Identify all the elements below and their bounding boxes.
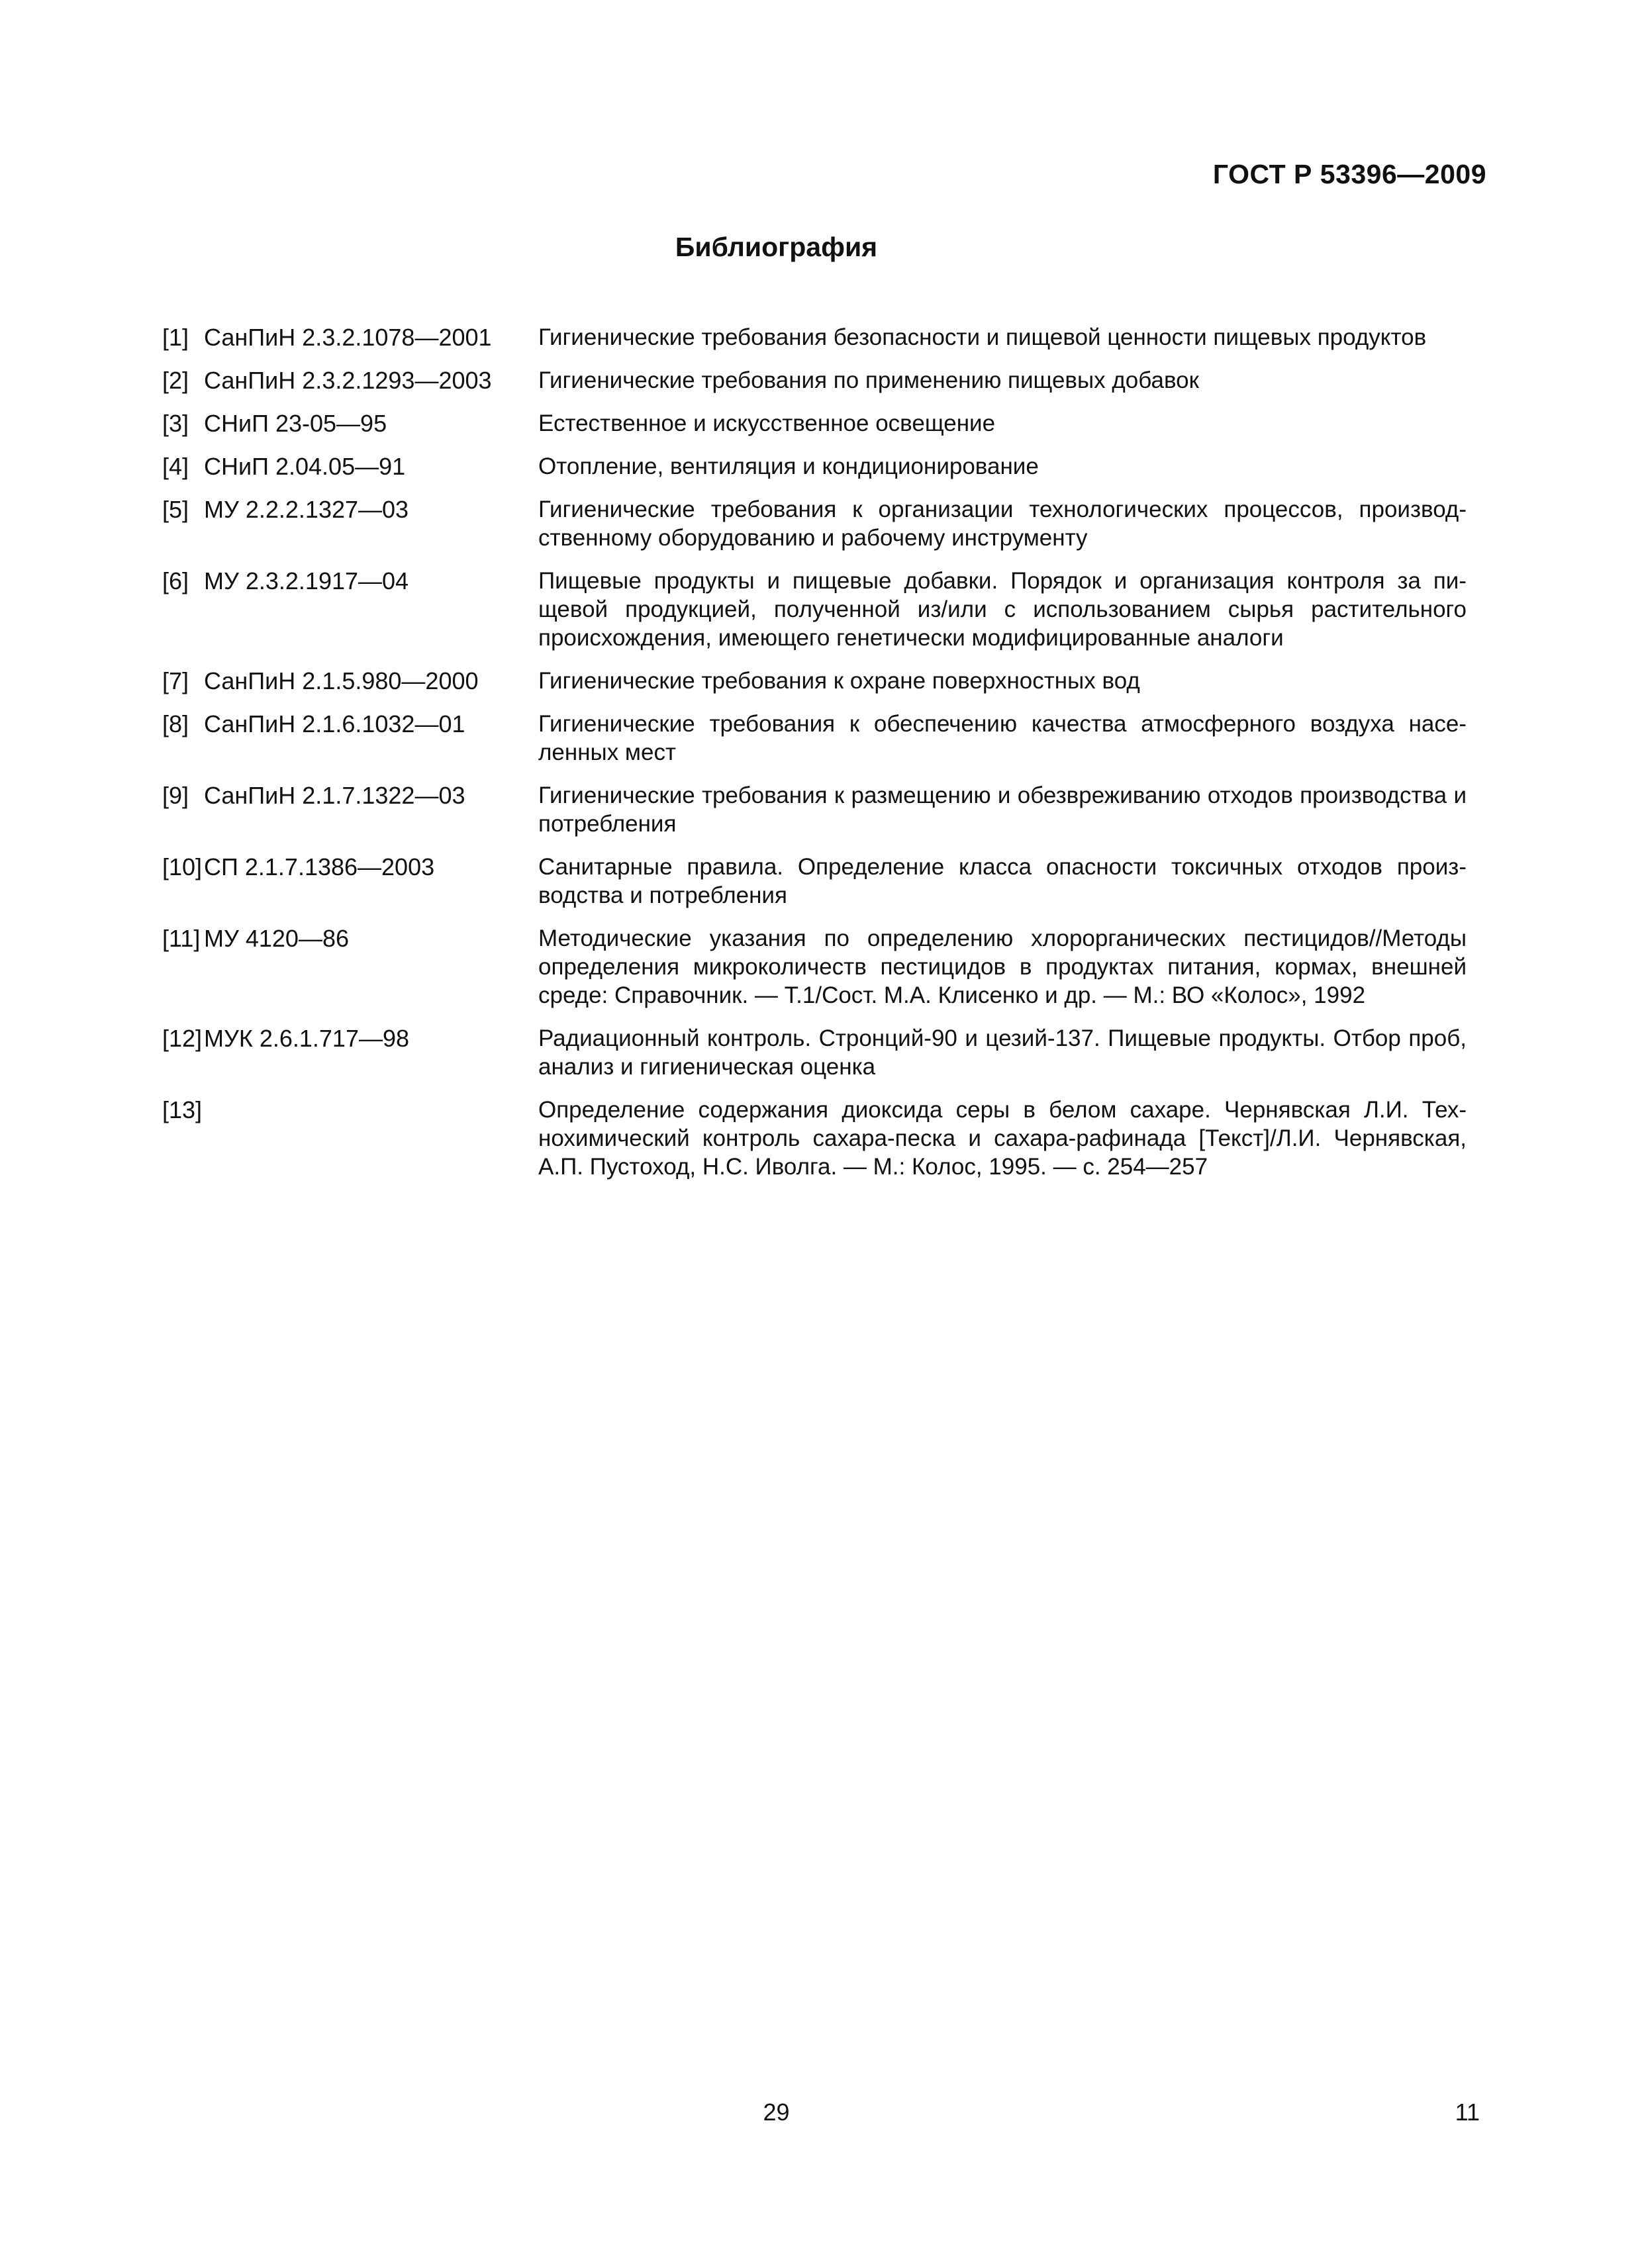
entry-reference: СанПиН 2.3.2.1078—2001 — [204, 324, 492, 351]
bibliography-entry — [162, 1096, 1493, 1181]
entry-number: [5] — [162, 496, 189, 523]
bibliography-entry — [162, 710, 1493, 767]
bibliography-entry — [162, 853, 1493, 910]
entry-reference: МУ 2.3.2.1917—04 — [204, 567, 409, 594]
entry-reference: СанПиН 2.3.2.1293—2003 — [204, 367, 492, 394]
page-number-right: 11 — [1455, 2099, 1480, 2126]
entry-title: Гигиенические требования к охране поверхностных вод — [538, 668, 1140, 694]
entry-reference: СНиП 23-05—95 — [204, 410, 387, 437]
entry-reference: МУК 2.6.1.717—98 — [204, 1025, 410, 1052]
bibliography-list — [162, 323, 1493, 1196]
entry-number: [6] — [162, 567, 189, 594]
entry-title: Гигиенические требования к организации технологических процессов, производственному оборудованию и рабочему инструменту — [538, 496, 1467, 551]
entry-number: [8] — [162, 710, 189, 737]
entry-title: Гигиенические требования к обеспечению качества атмосферного воздуха населенных мест — [538, 711, 1467, 765]
entry-title: Санитарные правила. Определение класса опасности токсичных отходов производства и потребления — [538, 854, 1467, 908]
entry-reference: СП 2.1.7.1386—2003 — [204, 853, 435, 880]
entry-number: [1] — [162, 324, 189, 351]
entry-title: Определение содержания диоксида серы в белом сахаре. Чернявская Л.И. Технохимический контроль сахара-песка и сахара-рафинада [Текст]/Л.И. Чернявская, А.П. Пустоход, Н.С. Иволга. — М.: Колос, 1995. — с. 254—257 — [538, 1097, 1467, 1180]
entry-title: Гигиенические требования безопасности и пищевой ценности пищевых продуктов — [538, 324, 1427, 350]
entry-number: [13] — [162, 1096, 203, 1123]
entry-reference: МУ 2.2.2.1327—03 — [204, 496, 409, 523]
bibliography-entry — [162, 366, 1493, 395]
entry-number: [7] — [162, 667, 189, 694]
page-title: Библиография — [675, 232, 878, 262]
bibliography-entry — [162, 1024, 1493, 1081]
document-code: ГОСТ Р 53396—2009 — [1212, 159, 1486, 189]
entry-number: [10] — [162, 853, 203, 880]
bibliography-entry — [162, 924, 1493, 1010]
entry-title: Гигиенические требования по применению пищевых добавок — [538, 367, 1199, 393]
entry-number: [9] — [162, 782, 189, 809]
bibliography-entry — [162, 452, 1493, 481]
entry-number: [11] — [162, 925, 201, 952]
bibliography-entry — [162, 567, 1493, 652]
entry-reference: СНиП 2.04.05—91 — [204, 453, 406, 480]
entry-number: [4] — [162, 453, 189, 480]
entry-title: Отопление, вентиляция и кондиционирование — [538, 453, 1039, 479]
bibliography-entry — [162, 781, 1493, 838]
entry-title: Методические указания по определению хлорорганических пестицидов//Методы определения микроколичеств пестицидов в продуктах питания, кормах, внешней среде: Справочник. — Т.1/Сост. М.А. Клисенко и др. — М.: ВО «Колос», 1992 — [538, 925, 1467, 1008]
entry-reference: СанПиН 2.1.7.1322—03 — [204, 782, 465, 809]
entry-reference: СанПиН 2.1.6.1032—01 — [204, 710, 465, 737]
entry-number: [3] — [162, 410, 189, 437]
entry-reference: СанПиН 2.1.5.980—2000 — [204, 667, 479, 694]
bibliography-entry — [162, 323, 1493, 352]
entry-number: [12] — [162, 1025, 203, 1052]
bibliography-entry — [162, 667, 1493, 695]
page-number-center: 29 — [763, 2099, 790, 2126]
bibliography-entry — [162, 495, 1493, 552]
bibliography-entry — [162, 409, 1493, 438]
entry-number: [2] — [162, 367, 189, 394]
entry-title: Пищевые продукты и пищевые добавки. Порядок и организация контроля за пищевой продукцией, полученной из/или с использованием сырья растительного происхождения, имеющего генетически модифицированные аналоги — [538, 568, 1467, 651]
entry-title: Гигиенические требования к размещению и обезвреживанию отходов производства и потребления — [538, 782, 1467, 837]
entry-reference: МУ 4120—86 — [204, 925, 349, 952]
entry-title: Естественное и искусственное освещение — [538, 410, 996, 436]
entry-title: Радиационный контроль. Стронций-90 и цезий-137. Пищевые продукты. Отбор проб, анализ и гигиеническая оценка — [538, 1025, 1467, 1080]
